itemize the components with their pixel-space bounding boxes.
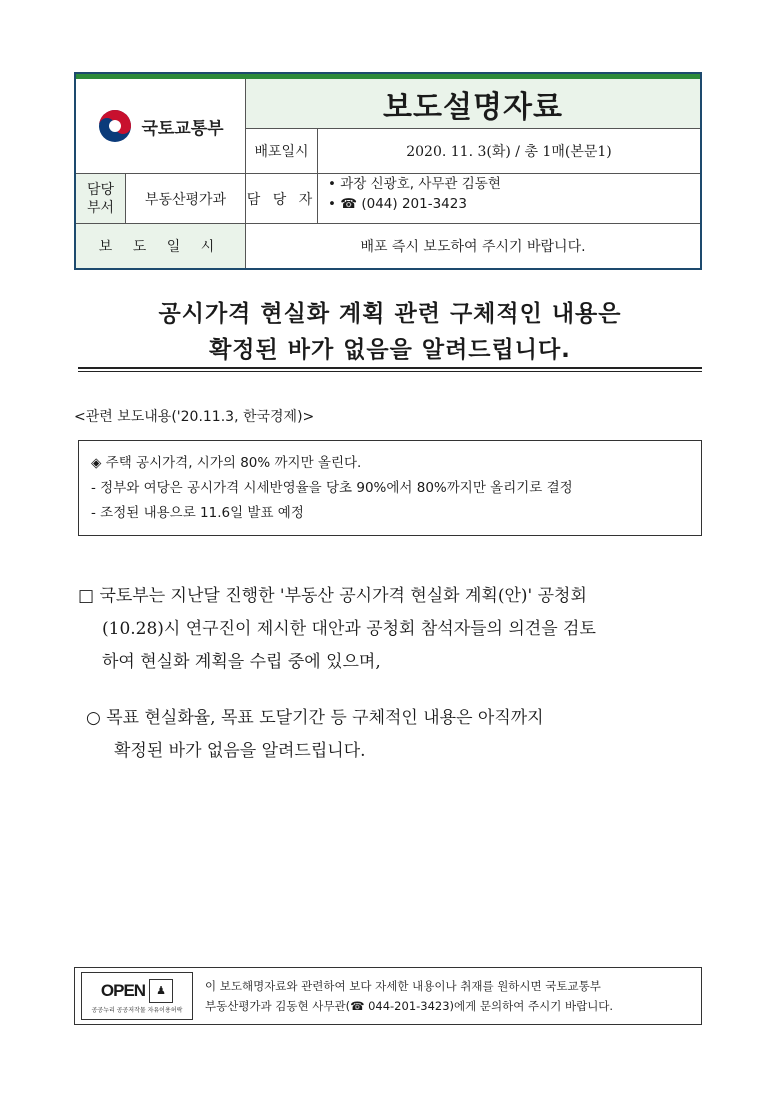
person-label: 담 당 자: [246, 174, 318, 224]
dept-label: [76, 174, 126, 224]
contact-footer: [74, 967, 702, 1025]
dept-value: 부동산평가과: [126, 174, 246, 224]
person-line-2: • ☎ (044) 201-3423: [328, 196, 467, 212]
related-item-1: ◈ 주택 공시가격, 시가의 80% 까지만 올린다.: [91, 455, 362, 471]
date-value: 2020. 11. 3(화) / 총 1매(본문1): [318, 129, 700, 174]
headline: [78, 296, 702, 368]
person-line-1: • 과장 신광호, 사무관 김동현: [328, 176, 501, 192]
footer-text: [205, 976, 613, 1016]
ministry-logo: [97, 108, 223, 144]
dept-label-line2: 부서: [86, 199, 115, 216]
ministry-logo-icon: [97, 108, 133, 144]
footer-text-line1: 이 보도해명자료와 관련하여 보다 자세한 내용이나 취재를 원하시면 국토교통부: [205, 979, 601, 993]
related-item-3: - 조정된 내용으로 11.6일 발표 예정: [91, 505, 304, 521]
related-report-title: <관련 보도내용('20.11.3, 한국경제)>: [74, 409, 315, 425]
dept-label-line1: 담당: [86, 181, 115, 198]
body-paragraph-2: [86, 702, 716, 768]
related-report-box: [78, 440, 702, 536]
person-icon: ♟: [149, 979, 173, 1003]
person-value: [318, 174, 700, 224]
headline-rule: [78, 367, 702, 369]
body-paragraph-1: [78, 580, 708, 679]
ministry-name: 국토교통부: [141, 118, 224, 139]
headline-rule-thin: [78, 371, 702, 372]
doc-type-title: 보도설명자료: [246, 79, 700, 129]
headline-line-2: 확정된 바가 없음을 알려드립니다.: [209, 337, 571, 363]
press-header-table: [74, 72, 702, 270]
open-license-badge: [81, 972, 193, 1020]
open-badge-word: OPEN: [100, 980, 146, 1000]
release-label: 보 도 일 시: [76, 224, 246, 268]
footer-text-line2: 부동산평가과 김동현 사무관(☎ 044-201-3423)에게 문의하여 주시기 바랍니다.: [205, 999, 614, 1013]
date-label: 배포일시: [246, 129, 318, 174]
body-p2-line1: ○ 목표 현실화율, 목표 도달기간 등 구체적인 내용은 아직까지: [86, 708, 544, 728]
ministry-logo-cell: [76, 79, 246, 174]
headline-line-1: 공시가격 현실화 계획 관련 구체적인 내용은: [158, 301, 622, 327]
body-p1-line3: 하여 현실화 계획을 수립 중에 있으며,: [102, 652, 381, 672]
open-badge-subtext: 공공누리 공공저작물 자유이용허락: [91, 1006, 183, 1014]
body-p2-line2: 확정된 바가 없음을 알려드립니다.: [114, 741, 366, 761]
release-value: 배포 즉시 보도하여 주시기 바랍니다.: [360, 239, 586, 255]
body-p1-line2: (10.28)시 연구진이 제시한 대안과 공청회 참석자들의 의견을 검토: [102, 619, 596, 639]
body-p1-line1: □ 국토부는 지난달 진행한 '부동산 공시가격 현실화 계획(안)' 공청회: [78, 586, 587, 606]
related-item-2: - 정부와 여당은 공시가격 시세반영율을 당초 90%에서 80%까지만 올리기로 결정: [91, 480, 573, 496]
